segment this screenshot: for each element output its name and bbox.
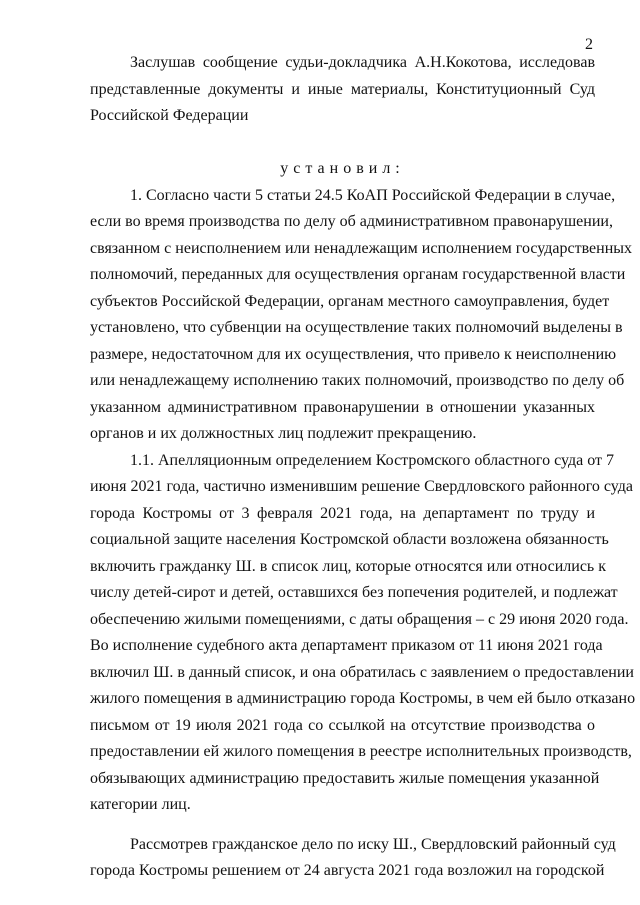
paragraph-1-line: указанном административном правонарушении в отношении указанных	[90, 398, 595, 416]
paragraph-2-line: предоставлении ей жилого помещения в реестре исполнительных производств,	[90, 743, 632, 760]
paragraph-2-line: включить гражданку Ш. в список лиц, которые относятся или относились к	[90, 557, 606, 575]
intro-line: представленные документы и иные материалы, Конституционный Суд	[90, 80, 595, 98]
paragraph-2-line: письмом от 19 июля 2021 года со ссылкой на отсутствие производства о	[90, 716, 595, 734]
paragraph-1-line: связанном с неисполнением или ненадлежащим исполнением государственных	[90, 239, 633, 257]
paragraph-1-line: установлено, что субвенции на осуществление таких полномочий выделены в	[90, 319, 623, 336]
intro-line: Российской Федерации	[90, 107, 249, 124]
page-number: 2	[585, 36, 593, 53]
paragraph-1-line: или ненадлежащему исполнению таких полномочий, производство по делу об	[90, 372, 625, 389]
paragraph-3-line: города Костромы решением от 24 августа 2021 года возложил на городской	[90, 862, 605, 879]
paragraph-2-line: социальной защите населения Костромской области возложена обязанность	[90, 531, 609, 548]
paragraph-2-line: числу детей-сирот и детей, оставшихся без попечения родителей, и подлежат	[90, 584, 618, 601]
document-body	[90, 50, 636, 885]
paragraph-1-line: если во время производства по делу об административном правонарушении,	[90, 213, 613, 230]
paragraph-2-line: обеспечению жилыми помещениями, с даты обращения – с 29 июня 2020 года.	[90, 610, 629, 628]
paragraph-1-line: полномочий, переданных для осуществления органам государственной власти	[90, 266, 626, 283]
paragraph-2-line: города Костромы от 3 февраля 2021 года, на департамент по труду и	[90, 504, 595, 522]
paragraph-1-line: органов и их должностных лиц подлежит прекращению.	[90, 425, 477, 442]
paragraph-2-line: Во исполнение судебного акта департамент приказом от 11 июня 2021 года	[90, 637, 603, 654]
paragraph-2-line: 1.1. Апелляционным определением Костромского областного суда от 7	[130, 451, 614, 469]
paragraph-2-line: июня 2021 года, частично изменившим решение Свердловского районного суда	[90, 478, 634, 495]
resolution-heading: установил:	[280, 160, 405, 177]
paragraph-1-line: размере, недостаточном для их осуществления, что привело к неисполнению	[90, 345, 617, 363]
paragraph-1-line: субъектов Российской Федерации, органам местного самоуправления, будет	[90, 292, 610, 310]
intro-line: Заслушав сообщение судьи-докладчика А.Н.Кокотова, исследовав	[130, 54, 595, 71]
paragraph-2-line: жилого помещения в администрацию города Костромы, в чем ей было отказано	[90, 690, 636, 707]
paragraph-2-line: обязывающих администрацию предоставить жилые помещения указанной	[90, 769, 600, 787]
paragraph-2-line: включил Ш. в данный список, и она обратилась с заявлением о предоставлении	[90, 663, 634, 681]
paragraph-1-line: 1. Согласно части 5 статьи 24.5 КоАП Российской Федерации в случае,	[130, 186, 616, 204]
paragraph-2-line: категории лиц.	[90, 796, 191, 813]
paragraph-3-line: Рассмотрев гражданское дело по иску Ш., Свердловский районный суд	[130, 835, 616, 853]
